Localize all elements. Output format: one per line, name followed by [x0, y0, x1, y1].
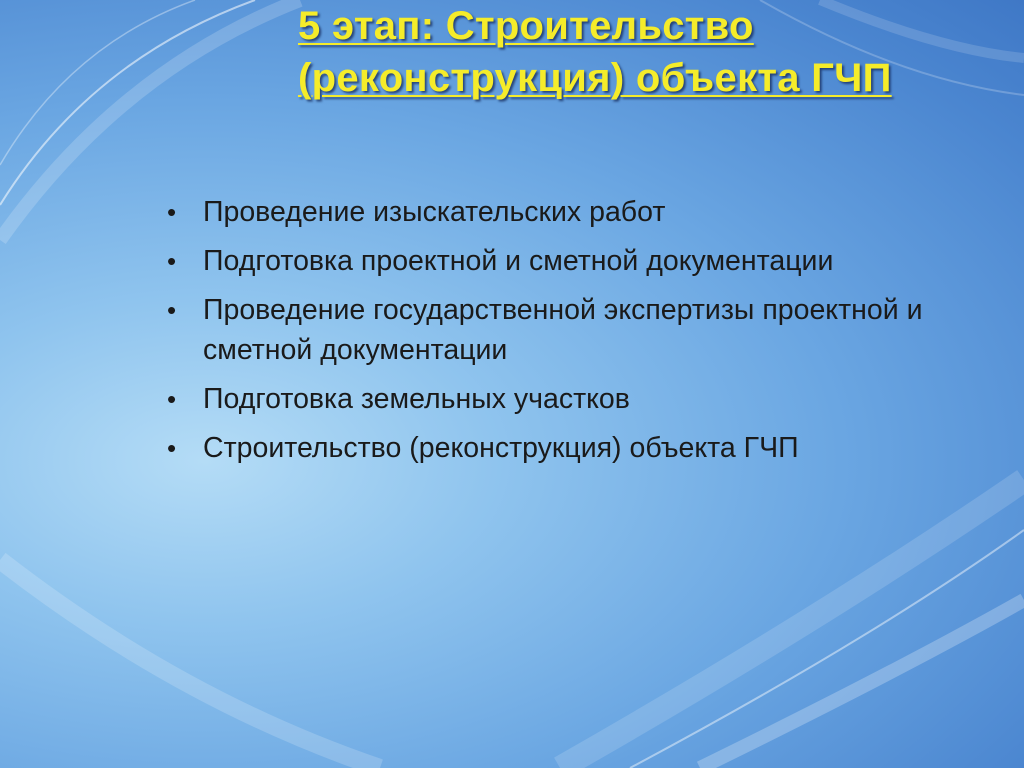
- bullet-item: [165, 290, 925, 370]
- bullet-icon: •: [167, 197, 177, 227]
- bullet-text: Подготовка проектной и сметной документации: [203, 245, 834, 277]
- bullet-item: [165, 241, 925, 281]
- slide-title: [298, 0, 1018, 104]
- slide-title-line-1: 5 этап: Строительство: [298, 4, 754, 48]
- bullet-item: [165, 192, 925, 232]
- bullet-text: Проведение изыскательских работ: [203, 196, 666, 228]
- bullet-item: [165, 379, 925, 419]
- bullet-text: Подготовка земельных участков: [203, 383, 630, 415]
- bullet-item: [165, 428, 925, 468]
- bullet-icon: •: [167, 246, 177, 276]
- bullet-text: Проведение государственной экспертизы проектной и сметной документации: [203, 294, 923, 366]
- bullet-icon: •: [167, 433, 177, 463]
- bullet-list: [165, 192, 925, 477]
- slide-title-line-2: (реконструкция) объекта ГЧП: [298, 56, 892, 100]
- bullet-icon: •: [167, 384, 177, 414]
- bullet-text: Строительство (реконструкция) объекта ГЧП: [203, 432, 799, 464]
- bullet-icon: •: [167, 295, 177, 325]
